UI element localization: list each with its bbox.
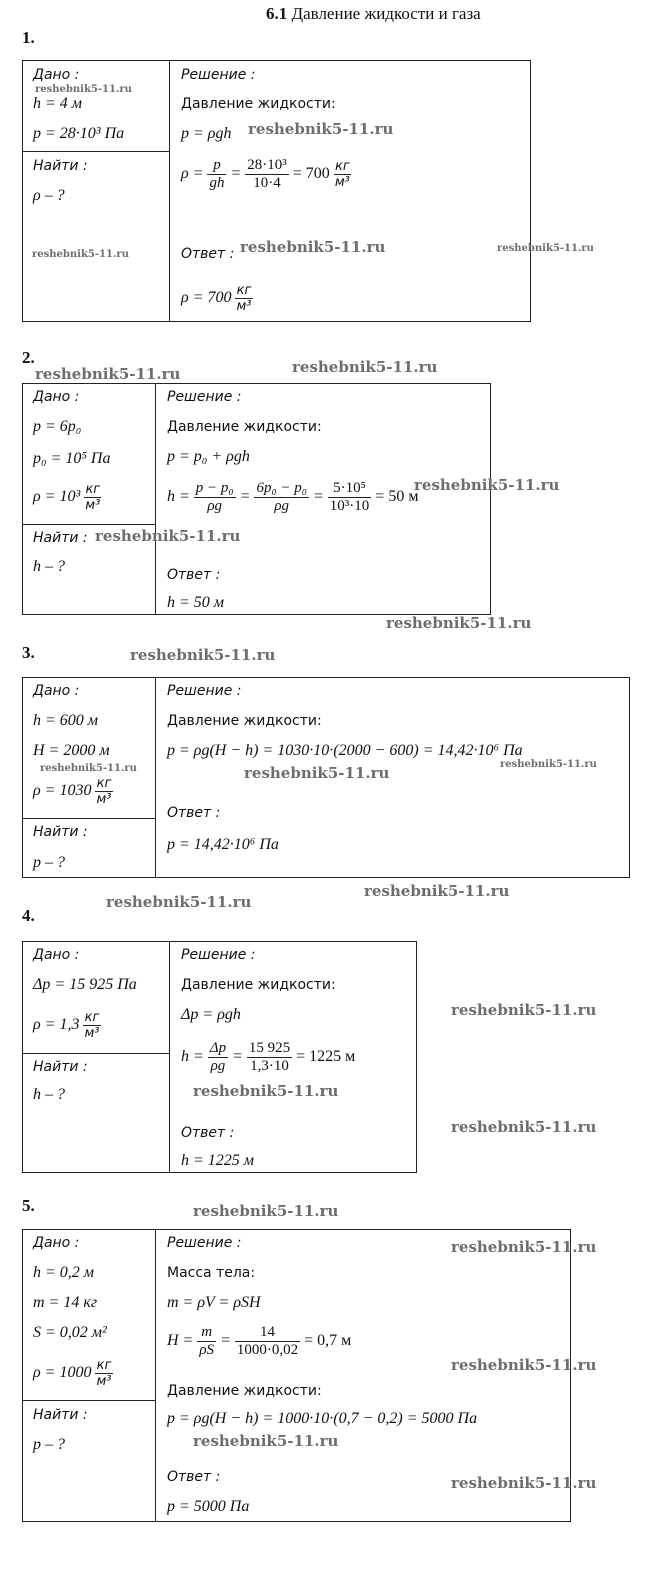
- watermark: reshebnik5-11.ru: [451, 1001, 597, 1019]
- fraction: $\frac{14}{1000\cdot 0,02}$: [236, 1324, 299, 1358]
- watermark: reshebnik5-11.ru: [106, 893, 252, 911]
- watermark: reshebnik5-11.ru: [451, 1238, 597, 1256]
- find-label: Найти :: [33, 158, 88, 174]
- title-text: Давление жидкости и газа: [291, 4, 481, 23]
- watermark: reshebnik5-11.ru: [292, 358, 438, 376]
- watermark: reshebnik5-11.ru: [193, 1432, 339, 1450]
- given-label: Дано :: [33, 683, 80, 699]
- fraction: $\frac{15 925}{1,3\cdot 10}$: [248, 1040, 291, 1074]
- find-label: Найти :: [33, 1407, 88, 1423]
- find-value: h – ?: [33, 558, 65, 575]
- formula: p = ρgh: [181, 125, 232, 142]
- formula: h = $\frac{\Delta p}{\rho g}$ = $\frac{15 925}{1,3\cdot 10}$ = 1225 м: [181, 1040, 356, 1074]
- fraction: $\frac{m}{\rho S}$: [199, 1324, 215, 1358]
- given-value: ρ = 1000 кг м³: [33, 1358, 112, 1389]
- given-value: h = 600 м: [33, 712, 99, 729]
- watermark: reshebnik5-11.ru: [95, 527, 241, 545]
- unit-fraction: кг м³: [96, 1358, 112, 1389]
- given-value: m = 14 кг: [33, 1294, 98, 1311]
- watermark: reshebnik5-11.ru: [414, 476, 560, 494]
- solution-label: Решение :: [167, 1235, 242, 1251]
- watermark: reshebnik5-11.ru: [497, 243, 594, 254]
- formula: ρ = $\frac{p}{gh}$ = $\frac{\text{28·10³}}{10\cdot 4}$ = 700 кг м³: [181, 157, 350, 191]
- given-value: H = 2000 м: [33, 742, 110, 759]
- find-value: h – ?: [33, 1086, 65, 1103]
- find-label: Найти :: [33, 1059, 88, 1075]
- solution-title: Давление жидкости:: [167, 1383, 322, 1399]
- fraction: $\frac{\text{p − p₀}}{\rho g}$: [195, 480, 234, 514]
- solution-title: Давление жидкости:: [167, 419, 322, 435]
- solution-title: Давление жидкости:: [181, 977, 336, 993]
- formula: h = $\frac{\text{p − p₀}}{\rho g}$ = $\frac{\text{6p₀ − p₀}}{\rho g}$ = $\frac{\text{5·10⁵}}{\text{10³·10}}$ = 50 м: [167, 480, 419, 514]
- given-value: Δp = 15 925 Па: [33, 976, 137, 993]
- given-value: h = 0,2 м: [33, 1264, 95, 1281]
- watermark: reshebnik5-11.ru: [451, 1356, 597, 1374]
- find-label: Найти :: [33, 530, 88, 546]
- watermark: reshebnik5-11.ru: [40, 763, 137, 774]
- watermark: reshebnik5-11.ru: [193, 1082, 339, 1100]
- watermark: reshebnik5-11.ru: [35, 84, 132, 95]
- given-value: ρ = 10³ кг м³: [33, 482, 101, 513]
- solution-title: Давление жидкости:: [167, 713, 322, 729]
- formula: p = p₀ + ρgh: [167, 448, 250, 465]
- given-value: p = 6p₀: [33, 418, 82, 435]
- formula: p = ρg(H − h) = 1000·10·(0,7 − 0,2) = 5000 Па: [167, 1410, 478, 1427]
- answer-label: Ответ :: [167, 567, 221, 583]
- answer-label: Ответ :: [167, 1469, 221, 1485]
- fraction: $\frac{\text{28·10³}}{10\cdot 4}$: [247, 157, 287, 191]
- given-value: p = 28·10³ Па: [33, 125, 125, 142]
- answer-label: Ответ :: [181, 246, 235, 262]
- answer-value: ρ = 700 кг м³: [181, 283, 252, 314]
- solution-label: Решение :: [167, 389, 242, 405]
- answer-label: Ответ :: [181, 1125, 235, 1141]
- watermark: reshebnik5-11.ru: [500, 759, 597, 770]
- solution-title: Масса тела:: [167, 1265, 256, 1281]
- given-value: ρ = 1030 кг м³: [33, 776, 112, 807]
- answer-value: h = 50 м: [167, 594, 225, 611]
- problem-number: 3.: [22, 643, 35, 662]
- given-value: p₀ = 10⁵ Па: [33, 450, 111, 467]
- watermark: reshebnik5-11.ru: [248, 120, 394, 138]
- find-value: ρ – ?: [33, 187, 65, 204]
- fraction: $\frac{\Delta p}{\rho g}$: [209, 1040, 227, 1074]
- problem-4-box: [22, 941, 417, 1173]
- problem-number: 2.: [22, 348, 35, 367]
- find-value: p – ?: [33, 1436, 65, 1453]
- unit-fraction: кг м³: [236, 283, 252, 314]
- given-label: Дано :: [33, 389, 80, 405]
- watermark: reshebnik5-11.ru: [364, 882, 510, 900]
- answer-value: h = 1225 м: [181, 1152, 255, 1169]
- unit-fraction: кг м³: [96, 776, 112, 807]
- given-label: Дано :: [33, 947, 80, 963]
- find-label: Найти :: [33, 824, 88, 840]
- answer-value: p = 14,42·10⁶ Па: [167, 836, 279, 853]
- solution-label: Решение :: [181, 947, 256, 963]
- watermark: reshebnik5-11.ru: [240, 238, 386, 256]
- given-value: S = 0,02 м²: [33, 1324, 107, 1341]
- answer-value: p = 5000 Па: [167, 1498, 250, 1515]
- problem-2-box: [22, 383, 491, 615]
- find-value: p – ?: [33, 854, 65, 871]
- formula: m = ρV = ρSH: [167, 1294, 261, 1311]
- watermark: reshebnik5-11.ru: [451, 1474, 597, 1492]
- solution-label: Решение :: [181, 67, 256, 83]
- watermark: reshebnik5-11.ru: [35, 365, 181, 383]
- formula: p = ρg(H − h) = 1030·10·(2000 − 600) = 14,42·10⁶ Па: [167, 742, 523, 759]
- watermark: reshebnik5-11.ru: [193, 1202, 339, 1220]
- problem-number: 1.: [22, 28, 35, 47]
- fraction: $\frac{\text{5·10⁵}}{\text{10³·10}}$: [329, 480, 370, 514]
- watermark: reshebnik5-11.ru: [130, 646, 276, 664]
- unit-fraction: кг м³: [84, 1010, 100, 1041]
- formula: Δp = ρgh: [181, 1006, 241, 1023]
- watermark: reshebnik5-11.ru: [244, 764, 390, 782]
- unit-fraction: кг м³: [85, 482, 101, 513]
- given-value: h = 4 м: [33, 95, 83, 112]
- fraction: $\frac{p}{gh}$: [209, 157, 225, 191]
- watermark: reshebnik5-11.ru: [32, 249, 129, 260]
- watermark: reshebnik5-11.ru: [451, 1118, 597, 1136]
- given-value: ρ = 1,3 кг м³: [33, 1010, 100, 1041]
- page-title: [266, 4, 481, 24]
- given-label: Дано :: [33, 1235, 80, 1251]
- formula: H = $\frac{m}{\rho S}$ = $\frac{14}{1000\cdot 0,02}$ = 0,7 м: [167, 1324, 352, 1358]
- fraction: $\frac{\text{6p₀ − p₀}}{\rho g}$: [256, 480, 307, 514]
- given-label: Дано :: [33, 67, 80, 83]
- unit-fraction: кг м³: [334, 159, 350, 190]
- problem-number: 4.: [22, 906, 35, 925]
- solution-label: Решение :: [167, 683, 242, 699]
- problem-number: 5.: [22, 1196, 35, 1215]
- answer-label: Ответ :: [167, 805, 221, 821]
- problem-1-box: [22, 60, 531, 322]
- watermark: reshebnik5-11.ru: [386, 614, 532, 632]
- solution-title: Давление жидкости:: [181, 96, 336, 112]
- title-number: 6.1: [266, 4, 288, 23]
